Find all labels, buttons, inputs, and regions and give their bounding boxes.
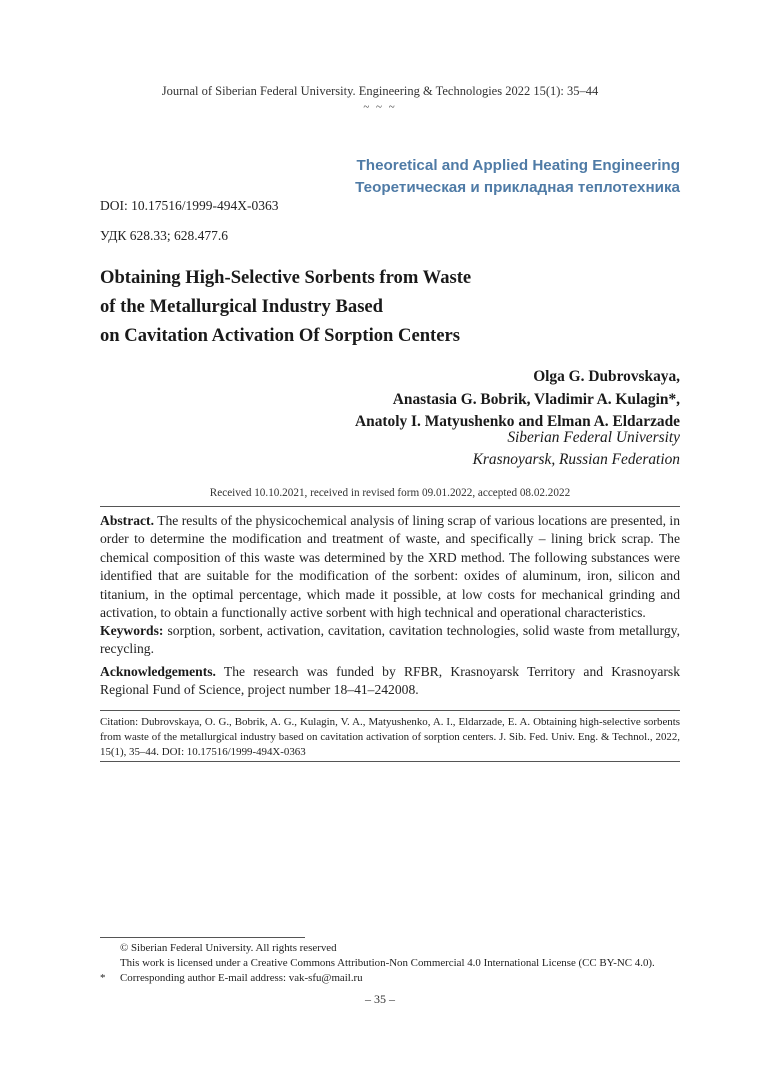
udk-code: УДК 628.33; 628.477.6: [100, 228, 229, 243]
journal-header: Journal of Siberian Federal University. Engineering & Technologies 2022 15(1): 35–44: [161, 84, 599, 98]
corresponding-email: Corresponding author E-mail address: vak-sfu@mail.ru: [120, 972, 363, 984]
keywords-label: Keywords:: [100, 623, 164, 638]
license-text: This work is licensed under a Creative Commons Attribution-Non Commercial 4.0 International License (CC BY-NC 4.0).: [120, 957, 655, 969]
page-number: – 35 –: [365, 992, 395, 1006]
copyright-text: © Siberian Federal University. All rights reserved: [120, 942, 337, 954]
footnote-license: [100, 957, 700, 969]
acknowledgements-label: Acknowledgements.: [100, 664, 216, 679]
divider: [100, 710, 680, 711]
authors-line: Anatoly I. Matyushenko and Elman A. Eldarzade: [355, 413, 680, 430]
keywords: [100, 622, 680, 659]
header-separator: ~ ~ ~: [363, 101, 397, 113]
affiliation-university: Siberian Federal University: [507, 429, 680, 446]
footnote-copyright: [100, 942, 700, 954]
authors-line: Olga G. Dubrovskaya,: [533, 368, 680, 385]
section-title-en: Theoretical and Applied Heating Engineering: [356, 157, 680, 174]
footnote-mark: *: [100, 972, 106, 984]
acknowledgements: [100, 663, 680, 700]
authors-line: Anastasia G. Bobrik, Vladimir A. Kulagin*,: [392, 390, 680, 408]
received-dates: Received 10.10.2021, received in revised form 09.01.2022, accepted 08.02.2022: [209, 487, 571, 499]
section-title-ru: Теоретическая и прикладная теплотехника: [355, 179, 680, 196]
footnote-corresponding: [100, 972, 700, 984]
paper-title-line: of the Metallurgical Industry Based: [100, 296, 384, 317]
acknowledgements-text: The research was funded by RFBR, Krasnoyarsk Territory and Krasnoyarsk Regional Fund of Science, project number 18–41–242008.: [100, 664, 680, 698]
citation: Citation: Dubrovskaya, O. G., Bobrik, A. G., Kulagin, V. A., Matyushenko, A. I., Eldarzade, E. A. Obtaining high-selective sorbents from waste of the metallurgical industry based on cavitation activation of sorption centers. J. Sib. Fed. Univ. Eng. & Technol., 2022, 15(1), 35–44. DOI: 10.17516/1999-494X-0363: [100, 716, 680, 758]
paper-title-line: on Cavitation Activation Of Sorption Centers: [100, 325, 460, 346]
abstract: [100, 512, 680, 622]
paper-title-line: Obtaining High-Selective Sorbents from Waste: [100, 267, 472, 288]
divider: [100, 761, 680, 762]
affiliation-location: Krasnoyarsk, Russian Federation: [472, 451, 680, 468]
footnote-divider: [100, 937, 305, 938]
doi: DOI: 10.17516/1999-494X-0363: [100, 198, 279, 213]
abstract-text: The results of the physicochemical analysis of lining scrap of various locations are presented, in order to determine the modification and treatment of waste, and specifically – lining brick scrap. The chemical composition of this waste was determined by the XRD method. The following substances were identified that are suitable for the modification of the sorbent: oxides of aluminum, iron, silicon and titanium, in the optimal percentage, which made it possible, at low costs for mechanical grinding and activation, to obtain a functionally active sorbent with high technical and operational characteristics.: [100, 513, 680, 621]
authors: [355, 366, 680, 434]
divider: [100, 506, 680, 507]
affiliation: [473, 427, 680, 471]
paper-title: [100, 263, 660, 350]
keywords-text: sorption, sorbent, activation, cavitation, cavitation technologies, solid waste from metallurgy, recycling.: [100, 623, 680, 657]
abstract-label: Abstract.: [100, 513, 154, 528]
